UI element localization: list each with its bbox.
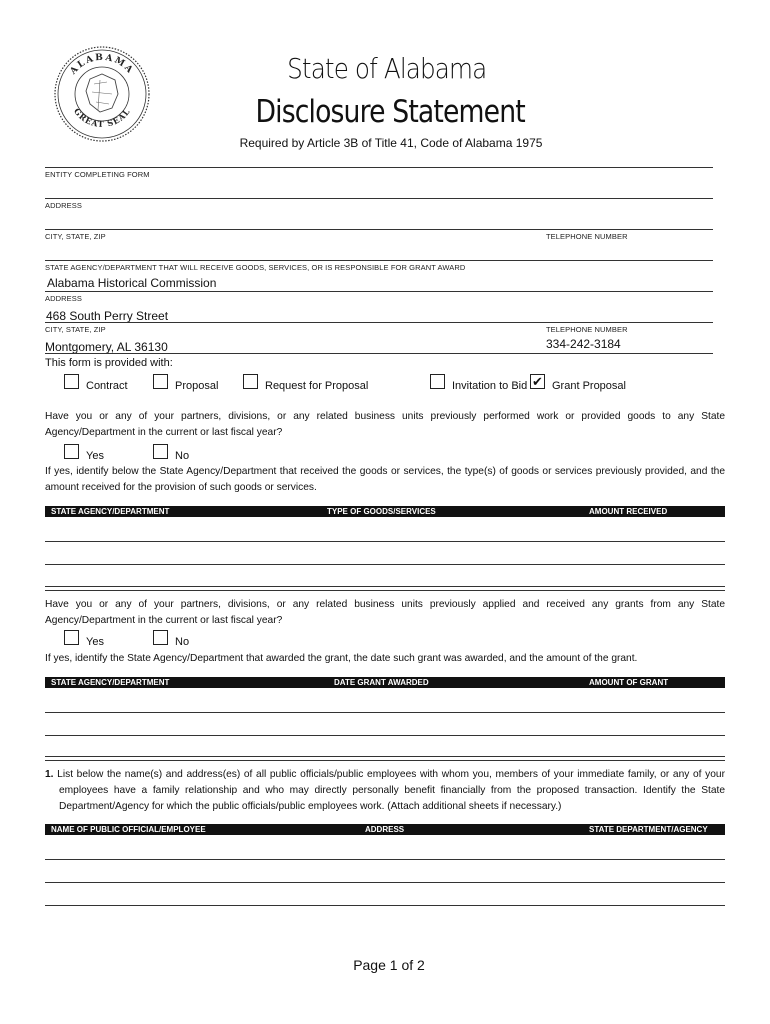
grant-proposal-label: Grant Proposal xyxy=(552,380,626,392)
q3-row-line xyxy=(45,882,725,883)
q3-body: List below the name(s) and address(es) of all public officials/public employees with whom you, members of your immediate family, or any of your employees have a family relationship and who may directly personally benefit financially from the proposed transaction. Identify the State Department/Agency for which the public officials/public employees work. (Attach additional sheets if necessary.) xyxy=(57,769,725,812)
agency-telephone-label: TELEPHONE NUMBER xyxy=(546,325,628,334)
agency-line xyxy=(45,291,713,292)
q1-yes-checkbox[interactable] xyxy=(64,444,79,459)
contract-checkbox[interactable] xyxy=(64,374,79,389)
q1-question: Have you or any of your partners, divisions, or any related business units previously performed work or provided goods to any State Agency/Department in the current or last fiscal year? xyxy=(45,411,725,438)
q3-col-name: NAME OF PUBLIC OFFICIAL/EMPLOYEE xyxy=(51,825,206,834)
q3-number: 1. xyxy=(45,769,54,780)
q2-row-line xyxy=(45,712,725,713)
q2-row-line xyxy=(45,735,725,736)
contract-label: Contract xyxy=(86,380,128,392)
q2-col-amount: AMOUNT OF GRANT xyxy=(589,678,669,687)
q1-no-checkbox[interactable] xyxy=(153,444,168,459)
q2-no-label: No xyxy=(175,636,190,648)
q3-col-address: ADDRESS xyxy=(365,825,405,834)
rfp-checkbox[interactable] xyxy=(243,374,258,389)
city-line xyxy=(45,229,713,230)
city-label: CITY, STATE, ZIP xyxy=(45,232,106,241)
address-label: ADDRESS xyxy=(45,201,82,210)
q3-row-line xyxy=(45,859,725,860)
title-line-1: State of Alabama xyxy=(287,52,487,85)
proposal-label: Proposal xyxy=(175,380,219,392)
page-number: Page 1 of 2 xyxy=(353,957,425,973)
invitation-to-bid-label: Invitation to Bid xyxy=(452,380,528,392)
section-divider xyxy=(45,756,725,761)
address-line xyxy=(45,198,713,199)
q1-row-line xyxy=(45,564,725,565)
telephone-label: TELEPHONE NUMBER xyxy=(546,232,628,241)
entity-label: ENTITY COMPLETING FORM xyxy=(45,170,150,179)
agency-city-label: CITY, STATE, ZIP xyxy=(45,325,106,334)
q2-col-agency: STATE AGENCY/DEPARTMENT xyxy=(51,678,170,687)
agency-label: STATE AGENCY/DEPARTMENT THAT WILL RECEIVE GOODS, SERVICES, OR IS RESPONSIBLE FOR GRANT AWARD xyxy=(45,263,466,272)
q2-table-header xyxy=(45,677,725,688)
form-type-intro: This form is provided with: xyxy=(45,357,173,369)
q2-question: Have you or any of your partners, divisions, or any related business units previously applied and received any grants from any State Agency/Department in the current or last fiscal year? xyxy=(45,599,725,626)
grant-proposal-checkbox[interactable] xyxy=(530,374,545,389)
section-divider xyxy=(45,586,725,591)
q3-text xyxy=(45,767,725,815)
q3-col-agency: STATE DEPARTMENT/AGENCY xyxy=(589,825,708,834)
q1-no-label: No xyxy=(175,450,190,462)
seal-text-bottom: GREAT SEAL xyxy=(71,106,133,130)
q1-yes-label: Yes xyxy=(86,450,104,462)
entity-line xyxy=(45,167,713,168)
invitation-to-bid-checkbox[interactable] xyxy=(430,374,445,389)
q3-table-header xyxy=(45,824,725,835)
rfp-label: Request for Proposal xyxy=(265,380,369,392)
q2-yes-label: Yes xyxy=(86,636,104,648)
q2-yes-checkbox[interactable] xyxy=(64,630,79,645)
q3-row-line xyxy=(45,905,725,906)
q2-col-date: DATE GRANT AWARDED xyxy=(334,678,429,687)
agency-address-label: ADDRESS xyxy=(45,294,82,303)
subtitle: Required by Article 3B of Title 41, Code of Alabama 1975 xyxy=(239,136,543,150)
agency-value[interactable]: Alabama Historical Commission xyxy=(47,276,217,290)
proposal-checkbox[interactable] xyxy=(153,374,168,389)
q1-table-header xyxy=(45,506,725,517)
q1-col-agency: STATE AGENCY/DEPARTMENT xyxy=(51,507,170,516)
seal-text-top: ALABAMA xyxy=(68,52,136,77)
q2-no-checkbox[interactable] xyxy=(153,630,168,645)
q2-followup: If yes, identify the State Agency/Department that awarded the grant, the date such grant was awarded, and the amount of the grant. xyxy=(45,653,638,664)
q1-followup: If yes, identify below the State Agency/Department that received the goods or services, the type(s) of goods or services previously provided, and the amount received for the provision of such goods or services. xyxy=(45,466,725,493)
q1-row-line xyxy=(45,541,725,542)
q1-col-type: TYPE OF GOODS/SERVICES xyxy=(327,507,436,516)
agency-city-value[interactable]: Montgomery, AL 36130 xyxy=(45,340,168,354)
agency-city-line xyxy=(45,353,713,354)
check-mark-icon: ✔ xyxy=(532,374,543,389)
agency-address-line xyxy=(45,322,713,323)
agency-top-line xyxy=(45,260,713,261)
agency-telephone-value[interactable]: 334-242-3184 xyxy=(546,337,621,351)
q1-col-amount: AMOUNT RECEIVED xyxy=(589,507,668,516)
agency-address-value[interactable]: 468 South Perry Street xyxy=(46,309,169,323)
title-line-2: Disclosure Statement xyxy=(255,94,525,130)
